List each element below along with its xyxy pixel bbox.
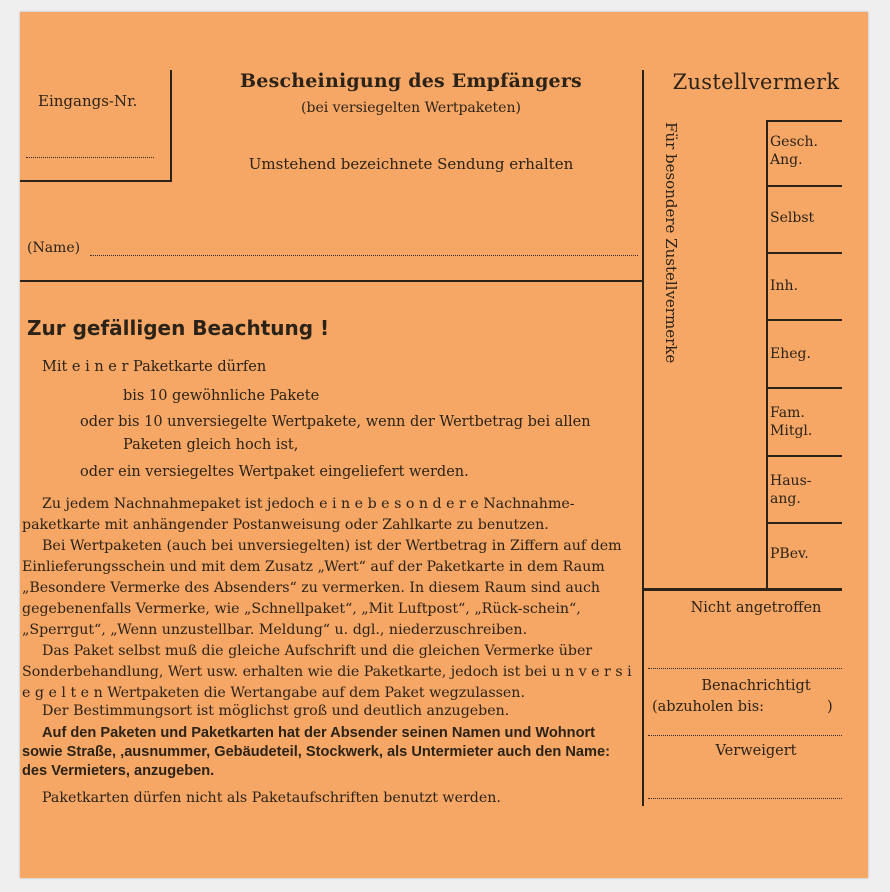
notice-parcel-label-paragraph: Das Paket selbst muß die gleiche Aufschrift und die gleichen Vermerke über Sonderbehandlung, Wert usw. erhalten wie die Paketkarte, jedoch ist bei u n v e r s i e g e l t e n Wertpaketen die Wertangabe auf dem Paket wegzulassen.	[22, 643, 632, 701]
parcel-card	[20, 12, 868, 878]
receipt-title: Bescheinigung des Empfängers	[240, 70, 582, 92]
cell-haus-ang: Haus- ang.	[770, 473, 812, 507]
name-label: (Name)	[27, 240, 81, 256]
notice-destination-paragraph: Der Bestimmungsort ist möglichst groß und deutlich anzugeben.	[42, 703, 510, 719]
notice-item-ordinary-parcels: bis 10 gewöhnliche Pakete	[123, 388, 320, 404]
special-delivery-notes-label: Für besondere Zustellvermerke	[662, 122, 680, 364]
refused-dotted-line	[648, 798, 842, 799]
not-found-dotted-line	[648, 668, 842, 669]
delivery-grid-line	[766, 319, 842, 321]
notice-item-sealed-value-parcel: oder ein versiegeltes Wertpaket eingeliefert werden.	[80, 464, 469, 480]
delivery-grid-line	[766, 522, 842, 524]
cell-pbev: PBev.	[770, 546, 809, 562]
delivery-grid-left-border	[766, 120, 768, 590]
entry-box-right-border	[170, 70, 172, 182]
entry-number-label: Eingangs-Nr.	[38, 92, 138, 110]
delivery-grid-line	[766, 185, 842, 187]
notice-sender-address-paragraph: Auf den Paketen und Paketkarten hat der Absender seinen Namen und Wohnort sowie Straße, ‚ausnummer, Gebäudeteil, Stockwerk, als Untermieter auch den Name: des Vermieters, anzugeben.	[22, 725, 611, 779]
receipt-subtitle: (bei versiegelten Wertpaketen)	[301, 100, 521, 116]
pickup-close-paren: )	[827, 699, 833, 715]
notice-item-unsealed-value-parcels: oder bis 10 unversiegelte Wertpakete, wenn der Wertbetrag bei allen	[80, 414, 591, 430]
delivery-grid-line	[766, 387, 842, 389]
refused-label: Verweigert	[715, 743, 797, 759]
notified-dotted-line	[648, 735, 842, 736]
cell-gesch-ang: Gesch. Ang.	[770, 134, 818, 168]
notice-item-unsealed-value-parcels-cont: Paketen gleich hoch ist,	[123, 437, 299, 453]
notice-heading: Zur gefälligen Beachtung !	[27, 316, 330, 340]
delivery-grid-bottom-border	[644, 588, 842, 591]
entry-number-dotted-line	[26, 157, 154, 158]
cell-eheg: Eheg.	[770, 346, 811, 362]
receipt-section-divider	[20, 280, 643, 282]
not-found-label: Nicht angetroffen	[690, 600, 822, 616]
notice-cod-paragraph: Zu jedem Nachnahmepaket ist jedoch e i n e b e s o n d e r e Nachnahme-paketkarte mit anhängender Postanweisung oder Zahlkarte zu benutzen.	[22, 496, 575, 533]
notice-value-paragraph: Bei Wertpaketen (auch bei unversiegelten) ist der Wertbetrag in Ziffern auf dem Einlieferungsschein und mit dem Zusatz „Wert“ auf der Paketkarte in dem Raum „Besondere Vermerke des Absenders“ zu vermerken. In diesem Raum sind auch gegebenenfalls Vermerke, wie „Schnellpaket“, „Mit Luftpost“, „Rück-schein“, „Sperrgut“, „Wenn unzustellbar. Meldung“ u. dgl., niederzuschreiben.	[22, 538, 622, 638]
cell-inh: Inh.	[770, 278, 799, 294]
delivery-grid-line	[766, 120, 842, 122]
pickup-until-label: (abzuholen bis:	[652, 699, 765, 715]
notice-intro: Mit e i n e r Paketkarte dürfen	[42, 359, 267, 375]
notice-parcel-cards-paragraph: Paketkarten dürfen nicht als Paketaufschriften benutzt werden.	[42, 790, 501, 806]
notified-label: Benachrichtigt	[701, 678, 811, 694]
delivery-grid-line	[766, 252, 842, 254]
delivery-grid-line	[766, 455, 842, 457]
cell-selbst: Selbst	[770, 210, 815, 226]
received-text: Umstehend bezeichnete Sendung erhalten	[248, 155, 574, 173]
entry-box-bottom-border	[20, 180, 172, 182]
cell-fam-mitgl: Fam. Mitgl.	[770, 405, 813, 439]
delivery-title: Zustellvermerk	[672, 70, 840, 94]
name-dotted-line	[90, 255, 638, 256]
